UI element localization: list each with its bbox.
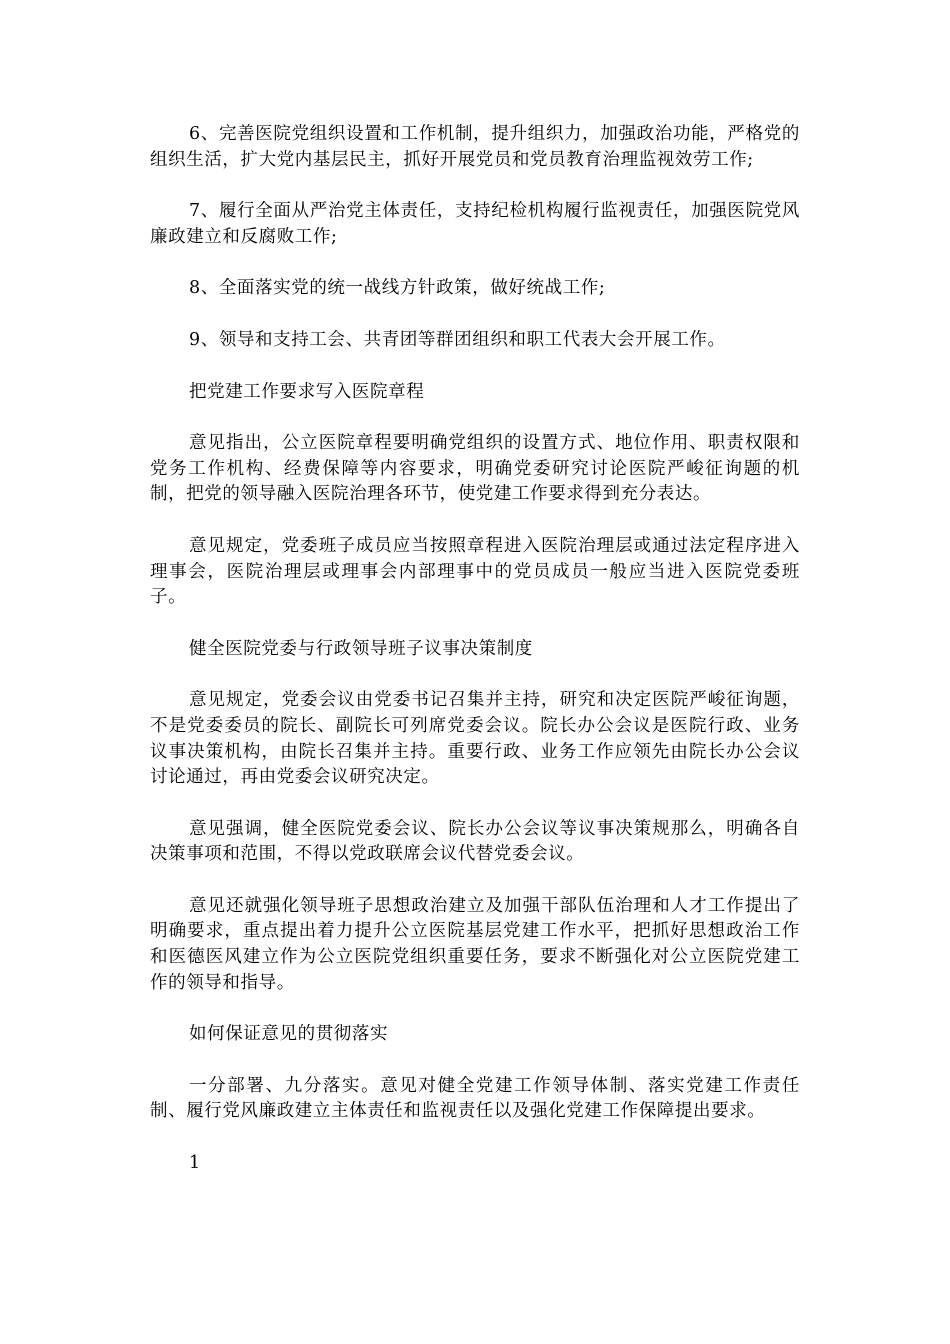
paragraph-party-meeting: 意见规定，党委会议由党委书记召集并主持，研究和决定医院严峻征询题，不是党委委员的院长、副院长可列席党委会议。院长办公会议是医院行政、业务议事决策机构，由院长召集并主持。重要行政、业务工作应领先由院长办公会议讨论通过，再由党委会议研究决定。	[150, 690, 800, 788]
section-heading-decision-system: 健全医院党委与行政领导班子议事决策制度	[189, 638, 533, 659]
paragraph-board-membership: 意见规定，党委班子成员应当按照章程进入医院治理层或通过法定程序进入理事会，医院治理层或理事会内部理事中的党员成员一般应当进入医院党委班子。	[150, 535, 800, 608]
list-item-6: 6、完善医院党组织设置和工作机制，提升组织力，加强政治功能，严格党的组织生活，扩大党内基层民主，抓好开展党员和党员教育治理监视效劳工作;	[150, 124, 800, 170]
paragraph-decision-rules: 意见强调，健全医院党委会议、院长办公会议等议事决策规那么，明确各自决策事项和范围，不得以党政联席会议代替党委会议。	[150, 818, 800, 865]
list-item-7: 7、履行全面从严治党主体责任，支持纪检机构履行监视责任，加强医院党风廉政建立和反腐败工作;	[150, 201, 800, 247]
list-item-9: 9、领导和支持工会、共青团等群团组织和职工代表大会开展工作。	[189, 329, 726, 350]
paragraph-implementation: 一分部署、九分落实。意见对健全党建工作领导体制、落实党建工作责任制、履行党风廉政建立主体责任和监视责任以及强化党建工作保障提出要求。	[150, 1075, 800, 1122]
list-item-8: 8、全面落实党的统一战线方针政策，做好统战工作;	[189, 278, 606, 299]
paragraph-charter-requirements: 意见指出，公立医院章程要明确党组织的设置方式、地位作用、职责权限和党务工作机构、经费保障等内容要求，明确党委研究讨论医院严峻征询题的机制，把党的领导融入医院治理各环节，使党建工作要求得到充分表达。	[150, 433, 800, 505]
page-number: 1	[189, 1153, 201, 1174]
paragraph-leadership-building: 意见还就强化领导班子思想政治建立及加强干部队伍治理和人才工作提出了明确要求，重点提出着力提升公立医院基层党建工作水平，把抓好思想政治工作和医德医风建立作为公立医院党组织重要任务，要求不断强化对公立医院党建工作的领导和指导。	[150, 895, 800, 993]
document-body	[150, 122, 800, 1177]
section-heading-implementation: 如何保证意见的贯彻落实	[189, 1024, 389, 1045]
section-heading-charter: 把党建工作要求写入医院章程	[189, 381, 425, 402]
